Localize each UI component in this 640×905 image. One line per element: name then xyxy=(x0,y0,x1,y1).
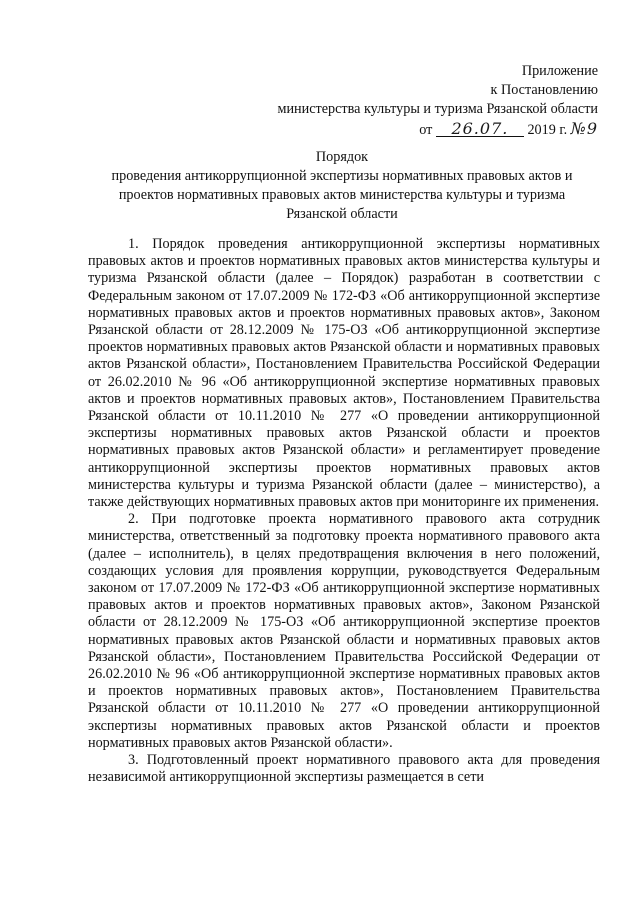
handwritten-date: 26.07. xyxy=(436,121,524,137)
appendix-label: Приложение xyxy=(521,63,598,79)
date-line xyxy=(178,119,598,140)
ministry-name: министерства культуры и туризма Рязанской области xyxy=(277,101,598,117)
document-body xyxy=(88,236,600,787)
resolution-ref: к Постановлению xyxy=(490,82,598,98)
paragraph-2: 2. При подготовке проекта нормативного правового акта сотрудник министерства, ответственный за подготовку проекта нормативного правового акта (далее – исполнитель), в целях предотвращения включения в него положений, создающих условия для проявления коррупции, руководствуется Федеральным законом от 17.07.2009 № 172-ФЗ «Об антикоррупционной экспертизе нормативных правовых актов и проектов нормативных правовых актов», Законом Рязанской области от 28.12.2009 № 175-ОЗ «Об антикоррупционной экспертизе проектов нормативных правовых актов Рязанской области и нормативных правовых актов Рязанской области», Постановлением Правительства Российской Федерации от 26.02.2010 № 96 «Об антикоррупционной экспертизе нормативных правовых актов и проектов нормативных правовых актов», Постановлением Правительства Рязанской области от 10.11.2010 № 277 «О проведении антикоррупционной экспертизы нормативных правовых актов Рязанской области и проектов нормативных правовых актов Рязанской области». xyxy=(88,511,600,751)
handwritten-number: №9 xyxy=(570,119,598,138)
title-main: Порядок xyxy=(315,149,369,165)
paragraph-1: 1. Порядок проведения антикоррупционной экспертизы нормативных правовых актов и проектов нормативных правовых актов министерства культуры и туризма Рязанской области (далее – Порядок) разработан в соответствии с Федеральным законом от 17.07.2009 № 172-ФЗ «Об антикоррупционной экспертизе нормативных правовых актов и проектов нормативных правовых актов», Законом Рязанской области от 28.12.2009 № 175-ОЗ «Об антикоррупционной экспертизе проектов нормативных правовых актов Рязанской области и нормативных правовых актов Рязанской области», Постановлением Правительства Российской Федерации от 26.02.2010 № 96 «Об антикоррупционной экспертизе нормативных правовых актов и проектов нормативных правовых актов», Постановлением Правительства Рязанской области от 10.11.2010 № 277 «О проведении антикоррупционной экспертизы нормативных правовых актов Рязанской области и проектов нормативных правовых актов Рязанской области» и регламентирует проведение антикоррупционной экспертизы проектов нормативных правовых актов министерства культуры и туризма Рязанской области (далее – министерство), а также действующих нормативных правовых актов при мониторинге их применения. xyxy=(88,236,600,511)
document-title xyxy=(92,148,592,224)
year: 2019 г. xyxy=(527,122,568,138)
appendix-header xyxy=(178,62,598,140)
paragraph-3: 3. Подготовленный проект нормативного правового акта для проведения независимой антикоррупционной экспертизы размещается в сети xyxy=(88,752,600,786)
title-subtitle: проведения антикоррупционной экспертизы нормативных правовых актов и проектов нормативных правовых актов министерства культуры и туризма Рязанской области xyxy=(111,168,573,222)
date-prefix: от xyxy=(419,122,433,138)
